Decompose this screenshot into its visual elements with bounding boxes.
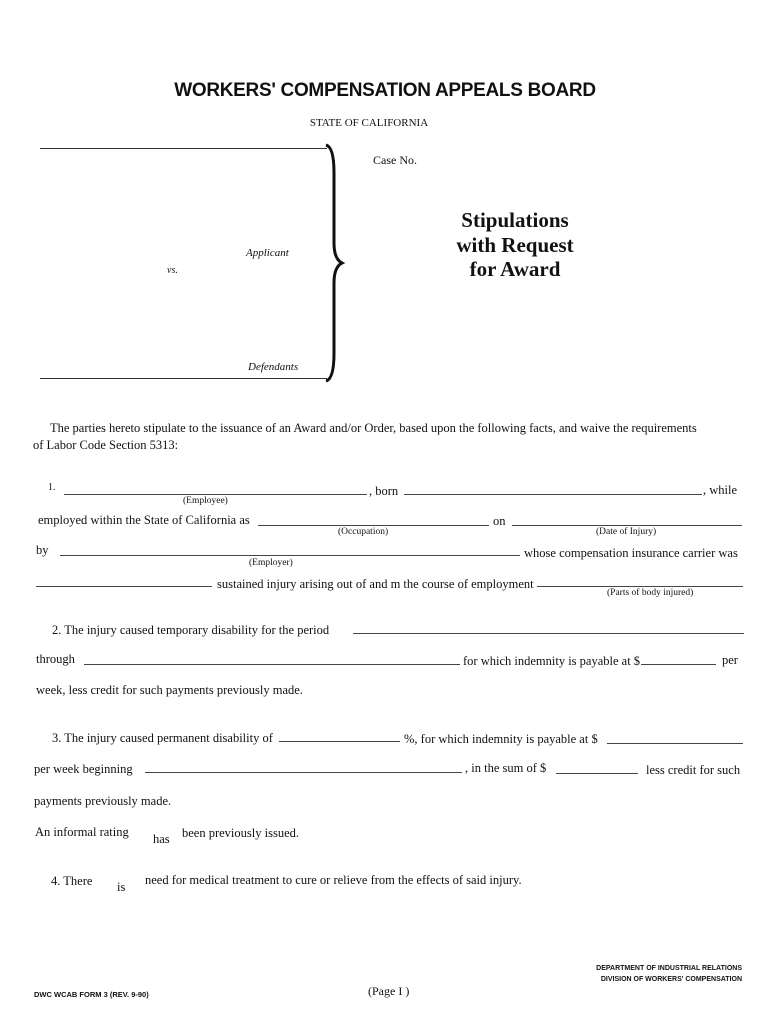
injury-date-field[interactable] xyxy=(512,525,742,526)
intro-line-1: The parties hereto stipulate to the issuance of an Award and/or Order, based upon the following facts, and waive the requirements xyxy=(50,421,697,435)
employer-field[interactable] xyxy=(60,555,520,556)
form-title: WORKERS' COMPENSATION APPEALS BOARD xyxy=(174,80,596,101)
case-no-label: Case No. xyxy=(373,153,417,167)
division-label: DIVISION OF WORKERS' COMPENSATION xyxy=(600,976,742,983)
vs-label: vs. xyxy=(167,265,178,276)
td-end-field[interactable] xyxy=(84,664,460,665)
while-label: , while xyxy=(703,483,738,497)
carrier-label: whose compensation insurance carrier was xyxy=(524,546,738,560)
item1-number: 1. xyxy=(48,482,56,493)
informal-label: An informal rating xyxy=(35,825,129,839)
less-credit-label: less credit for such xyxy=(646,763,741,777)
by-label: by xyxy=(36,543,49,557)
defendant-name-line[interactable] xyxy=(40,378,327,379)
employee-caption: (Employee) xyxy=(183,496,228,506)
per-label: per xyxy=(722,653,738,667)
sum-label: , in the sum of $ xyxy=(465,761,547,775)
carrier-field[interactable] xyxy=(36,586,212,587)
doc-title-line-3: for Award xyxy=(469,257,561,281)
occupation-field[interactable] xyxy=(258,525,489,526)
page-number: (Page I ) xyxy=(368,984,410,998)
pd-begin-field[interactable] xyxy=(145,772,462,773)
sustained-label: sustained injury arising out of and m the course of employment xyxy=(217,577,534,591)
item2-line-1: 2. The injury caused temporary disability for the period xyxy=(52,623,330,637)
td-start-field[interactable] xyxy=(353,633,744,634)
issued-label: been previously issued. xyxy=(182,826,299,840)
employer-caption: (Employer) xyxy=(249,558,293,568)
per-week-label: per week beginning xyxy=(34,762,133,776)
dept-label: DEPARTMENT OF INDUSTRIAL RELATIONS xyxy=(596,965,742,972)
employee-field[interactable] xyxy=(64,494,367,495)
intro-line-2: of Labor Code Section 5313: xyxy=(33,438,179,452)
item4-there: 4. There xyxy=(51,874,93,888)
is-option[interactable]: is xyxy=(117,880,126,894)
birth-date-field[interactable] xyxy=(404,494,702,495)
payments-label: payments previously made. xyxy=(34,794,172,808)
pd-percent-field[interactable] xyxy=(279,741,400,742)
applicant-name-line[interactable] xyxy=(40,148,327,149)
pd-rate-field[interactable] xyxy=(607,743,743,744)
pd-pct-label: %, for which indemnity is payable at $ xyxy=(404,732,598,746)
through-label: through xyxy=(36,652,75,666)
doc-title-line-1: Stipulations xyxy=(461,208,569,232)
born-label: , born xyxy=(369,484,399,498)
defendants-label: Defendants xyxy=(248,361,299,373)
form-id: DWC WCAB FORM 3 (REV. 9-90) xyxy=(34,990,149,999)
state-label: STATE OF CALIFORNIA xyxy=(309,117,429,129)
td-rate-field[interactable] xyxy=(641,664,716,665)
parts-caption: (Parts of body injured) xyxy=(607,588,694,598)
body-parts-field[interactable] xyxy=(537,586,743,587)
occupation-caption: (Occupation) xyxy=(338,527,389,537)
employed-label: employed within the State of California as xyxy=(38,513,250,527)
caption-brace xyxy=(322,143,346,383)
on-label: on xyxy=(493,514,506,528)
applicant-label: Applicant xyxy=(246,247,289,259)
date-caption: (Date of Injury) xyxy=(596,527,657,537)
pd-sum-field[interactable] xyxy=(556,773,638,774)
item4-need: need for medical treatment to cure or relieve from the effects of said injury. xyxy=(145,873,522,887)
item2-line-3: week, less credit for such payments previously made. xyxy=(36,683,303,697)
td-indemnity-label: for which indemnity is payable at $ xyxy=(463,654,641,668)
item3-line-1: 3. The injury caused permanent disability of xyxy=(52,731,273,745)
doc-title-line-2: with Request xyxy=(456,233,574,257)
has-option[interactable]: has xyxy=(153,832,170,846)
